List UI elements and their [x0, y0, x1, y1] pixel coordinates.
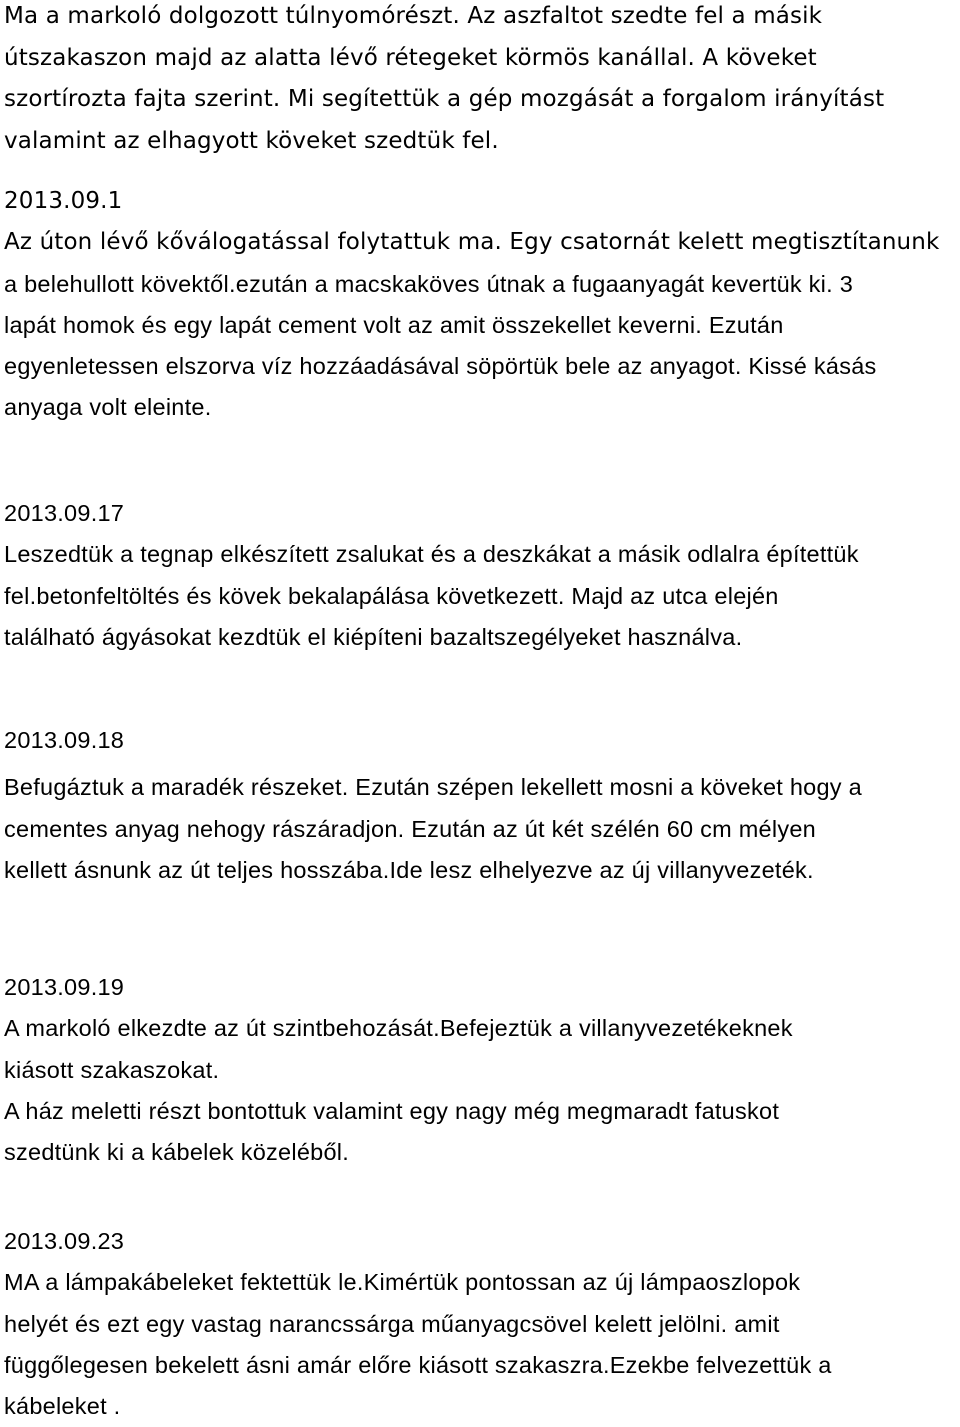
- entry-line: függőlegesen bekelett ásni amár előre kiásott szakaszra.Ezekbe felvezettük a: [4, 1351, 832, 1378]
- diary-entry: [4, 967, 956, 1173]
- diary-entry: [4, 181, 956, 429]
- entry-line: helyét és ezt egy vastag narancssárga műanyagcsövel kelett jelölni. amit: [4, 1310, 780, 1337]
- entry-line: kábeleket .: [4, 1393, 121, 1420]
- entry-date: 2013.09.19: [4, 974, 125, 1000]
- entry-line: A markoló elkezdte az út szintbehozását.Befejeztük a villanyvezetékeknek: [4, 1015, 793, 1042]
- entry-line: MA a lámpakábeleket fektettük le.Kimértük pontossan az új lámpaoszlopok: [4, 1269, 801, 1296]
- document-page: [4, 0, 956, 1424]
- entry-line: anyaga volt eleinte.: [4, 394, 212, 421]
- entry-line: egyenletessen elszorva víz hozzáadásával söpörtük bele az anyagot. Kissé kásás: [4, 353, 877, 380]
- entry-line: a belehullott kövektől.ezután a macskaköves útnak a fugaanyagát kevertük ki. 3: [4, 270, 854, 297]
- entry-line: található ágyásokat kezdtük el kiépíteni bazaltszegélyeket használva.: [4, 623, 743, 650]
- intro-line: valamint az elhagyott köveket szedtük fel.: [4, 127, 499, 154]
- entry-date: 2013.09.17: [4, 500, 125, 526]
- entry-line: szedtünk ki a kábelek közeléből.: [4, 1139, 350, 1166]
- entry-line: lapát homok és egy lapát cement volt az amit összekellet keverni. Ezután: [4, 311, 784, 338]
- intro-line: útszakaszon majd az alatta lévő rétegeket körmös kanállal. A köveket: [4, 44, 817, 71]
- entry-line: cementes anyag nehogy rászáradjon. Ezután az út két szélén 60 cm mélyen: [4, 815, 816, 842]
- intro-paragraph: [4, 0, 956, 162]
- diary-entry: [4, 493, 956, 658]
- diary-entry: [4, 1221, 956, 1427]
- entry-line: kiásott szakaszokat.: [4, 1056, 220, 1083]
- entry-date: 2013.09.18: [4, 727, 125, 753]
- entry-line: Befugáztuk a maradék részeket. Ezután szépen lekellett mosni a köveket hogy a: [4, 774, 862, 801]
- entry-line: fel.betonfeltöltés és kövek bekalapálása következett. Majd az utca elején: [4, 582, 779, 609]
- entry-line: Leszedtük a tegnap elkészített zsalukat és a deszkákat a másik odlalra építettük: [4, 541, 859, 568]
- entry-line: A ház meletti részt bontottuk valamint egy nagy még megmaradt fatuskot: [4, 1097, 780, 1124]
- entry-line: kellett ásnunk az út teljes hosszába.Ide lesz elhelyezve az új villanyvezeték.: [4, 856, 814, 883]
- intro-line: Ma a markoló dolgozott túlnyomórészt. Az aszfaltot szedte fel a másik: [4, 3, 823, 29]
- intro-line: szortírozta fajta szerint. Mi segítettük a gép mozgását a forgalom irányítást: [4, 86, 885, 112]
- entry-date: 2013.09.1: [4, 188, 123, 214]
- entry-line: Az úton lévő kőválogatással folytattuk ma. Egy csatornát kelett megtisztítanunk: [4, 229, 940, 256]
- diary-entry: [4, 720, 956, 891]
- entry-date: 2013.09.23: [4, 1228, 125, 1254]
